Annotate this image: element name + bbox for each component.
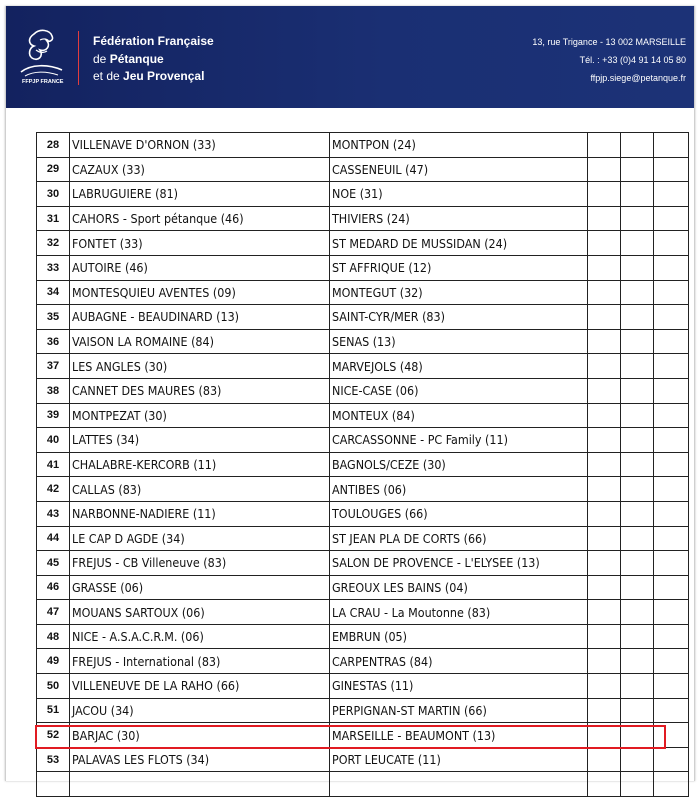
- table-row: [37, 551, 689, 576]
- team-1-cell: NARBONNE-NADIERE (11): [70, 501, 330, 526]
- table-row: [37, 452, 689, 477]
- score-cell: [654, 575, 689, 600]
- federation-line-2: [93, 51, 214, 69]
- table-row: [37, 698, 689, 723]
- team-2-cell: ST JEAN PLA DE CORTS (66): [330, 526, 588, 551]
- team-2-cell: MONTPON (24): [330, 133, 588, 158]
- team-1-cell: MOUANS SARTOUX (06): [70, 600, 330, 625]
- score-cell: [588, 501, 621, 526]
- row-number: 37: [37, 354, 70, 379]
- score-cell: [654, 600, 689, 625]
- team-1-cell: VILLENAVE D'ORNON (33): [70, 133, 330, 158]
- score-cell: [621, 378, 654, 403]
- federation-line-3-prefix: et de: [93, 69, 120, 83]
- score-cell: [588, 747, 621, 772]
- score-cell: [588, 329, 621, 354]
- score-cell: [621, 452, 654, 477]
- row-number: 48: [37, 624, 70, 649]
- team-2-cell: LA CRAU - La Moutonne (83): [330, 600, 588, 625]
- team-1-cell: LATTES (34): [70, 428, 330, 453]
- table-row: [37, 600, 689, 625]
- table-row: [37, 329, 689, 354]
- team-2-cell: MARSEILLE - BEAUMONT (13): [330, 723, 588, 748]
- team-1-cell: [70, 772, 330, 797]
- team-2-cell: CASSENEUIL (47): [330, 157, 588, 182]
- table-row: [37, 231, 689, 256]
- score-cell: [588, 182, 621, 207]
- score-cell: [654, 501, 689, 526]
- team-1-cell: AUBAGNE - BEAUDINARD (13): [70, 305, 330, 330]
- score-cell: [654, 280, 689, 305]
- row-number: 52: [37, 723, 70, 748]
- email: ffpjp.siege@petanque.fr: [590, 73, 686, 83]
- score-cell: [588, 526, 621, 551]
- team-1-cell: AUTOIRE (46): [70, 255, 330, 280]
- row-number: 49: [37, 649, 70, 674]
- row-number: 36: [37, 329, 70, 354]
- row-number: 46: [37, 575, 70, 600]
- row-number: 32: [37, 231, 70, 256]
- score-cell: [654, 624, 689, 649]
- table-row: [37, 747, 689, 772]
- matches-table: [36, 132, 689, 797]
- document-body: [6, 108, 694, 781]
- row-number: 35: [37, 305, 70, 330]
- row-number: 39: [37, 403, 70, 428]
- team-2-cell: THIVIERS (24): [330, 206, 588, 231]
- score-cell: [654, 231, 689, 256]
- table-row: [37, 354, 689, 379]
- team-2-cell: SENAS (13): [330, 329, 588, 354]
- score-cell: [588, 698, 621, 723]
- table-row: [37, 206, 689, 231]
- table-row: [37, 649, 689, 674]
- team-1-cell: VAISON LA ROMAINE (84): [70, 329, 330, 354]
- row-number: 42: [37, 477, 70, 502]
- contact-block: [532, 33, 686, 87]
- row-number: 30: [37, 182, 70, 207]
- team-1-cell: CAZAUX (33): [70, 157, 330, 182]
- score-cell: [588, 354, 621, 379]
- row-number: 50: [37, 674, 70, 699]
- team-2-cell: PORT LEUCATE (11): [330, 747, 588, 772]
- team-2-cell: BAGNOLS/CEZE (30): [330, 452, 588, 477]
- federation-line-1: Fédération Française: [93, 34, 214, 48]
- team-2-cell: ANTIBES (06): [330, 477, 588, 502]
- row-number: 53: [37, 747, 70, 772]
- score-cell: [588, 255, 621, 280]
- document-page: [5, 6, 695, 781]
- table-row: [37, 305, 689, 330]
- score-cell: [654, 452, 689, 477]
- score-cell: [654, 157, 689, 182]
- team-2-cell: TOULOUGES (66): [330, 501, 588, 526]
- team-2-cell: NICE-CASE (06): [330, 378, 588, 403]
- team-2-cell: ST MEDARD DE MUSSIDAN (24): [330, 231, 588, 256]
- row-number: 28: [37, 133, 70, 158]
- team-1-cell: CANNET DES MAURES (83): [70, 378, 330, 403]
- row-number: 51: [37, 698, 70, 723]
- phone: Tél. : +33 (0)4 91 14 05 80: [579, 55, 686, 65]
- team-1-cell: LES ANGLES (30): [70, 354, 330, 379]
- team-1-cell: NICE - A.S.A.C.R.M. (06): [70, 624, 330, 649]
- team-2-cell: MARVEJOLS (48): [330, 354, 588, 379]
- score-cell: [654, 551, 689, 576]
- score-cell: [588, 428, 621, 453]
- team-2-cell: ST AFFRIQUE (12): [330, 255, 588, 280]
- team-1-cell: PALAVAS LES FLOTS (34): [70, 747, 330, 772]
- score-cell: [621, 501, 654, 526]
- score-cell: [654, 305, 689, 330]
- score-cell: [588, 624, 621, 649]
- score-cell: [654, 182, 689, 207]
- logo-text: FFPJP FRANCE: [22, 79, 64, 85]
- ffpjp-logo-icon: [16, 26, 68, 86]
- federation-line-3-bold: Jeu Provençal: [123, 69, 205, 83]
- score-cell: [621, 600, 654, 625]
- score-cell: [588, 157, 621, 182]
- row-number: 38: [37, 378, 70, 403]
- score-cell: [621, 747, 654, 772]
- team-2-cell: MONTEUX (84): [330, 403, 588, 428]
- table-row: [37, 403, 689, 428]
- score-cell: [588, 452, 621, 477]
- row-number: 40: [37, 428, 70, 453]
- table-row: [37, 772, 689, 797]
- address: 13, rue Trigance - 13 002 MARSEILLE: [532, 37, 686, 47]
- federation-line-3: [93, 68, 214, 86]
- table-row: [37, 280, 689, 305]
- table-row: [37, 526, 689, 551]
- score-cell: [621, 280, 654, 305]
- score-cell: [621, 649, 654, 674]
- team-1-cell: MONTESQUIEU AVENTES (09): [70, 280, 330, 305]
- row-number: 41: [37, 452, 70, 477]
- table-row: [37, 255, 689, 280]
- table-row: [37, 624, 689, 649]
- row-number: 45: [37, 551, 70, 576]
- score-cell: [654, 772, 689, 797]
- table-row: [37, 501, 689, 526]
- score-cell: [654, 206, 689, 231]
- score-cell: [588, 600, 621, 625]
- team-2-cell: GREOUX LES BAINS (04): [330, 575, 588, 600]
- table-row: [37, 723, 689, 748]
- score-cell: [588, 206, 621, 231]
- score-cell: [621, 206, 654, 231]
- score-cell: [621, 723, 654, 748]
- federation-line-2-prefix: de: [93, 51, 107, 66]
- team-2-cell: NOE (31): [330, 182, 588, 207]
- score-cell: [588, 231, 621, 256]
- score-cell: [621, 624, 654, 649]
- score-cell: [621, 329, 654, 354]
- team-1-cell: VILLENEUVE DE LA RAHO (66): [70, 674, 330, 699]
- team-1-cell: FREJUS - CB Villeneuve (83): [70, 551, 330, 576]
- letterhead: [6, 6, 694, 108]
- team-2-cell: [330, 772, 588, 797]
- score-cell: [588, 280, 621, 305]
- score-cell: [621, 255, 654, 280]
- team-2-cell: SAINT-CYR/MER (83): [330, 305, 588, 330]
- score-cell: [621, 772, 654, 797]
- score-cell: [588, 649, 621, 674]
- team-1-cell: BARJAC (30): [70, 723, 330, 748]
- row-number: 29: [37, 157, 70, 182]
- score-cell: [621, 575, 654, 600]
- score-cell: [621, 428, 654, 453]
- score-cell: [654, 674, 689, 699]
- score-cell: [621, 354, 654, 379]
- table-row: [37, 378, 689, 403]
- score-cell: [654, 526, 689, 551]
- score-cell: [654, 723, 689, 748]
- score-cell: [654, 378, 689, 403]
- federation-line-2-bold: Pétanque: [109, 51, 164, 66]
- score-cell: [654, 649, 689, 674]
- row-number: 33: [37, 255, 70, 280]
- table-row: [37, 674, 689, 699]
- row-number: 43: [37, 501, 70, 526]
- score-cell: [654, 477, 689, 502]
- score-cell: [621, 698, 654, 723]
- team-1-cell: CAHORS - Sport pétanque (46): [70, 206, 330, 231]
- score-cell: [654, 255, 689, 280]
- table-row: [37, 133, 689, 158]
- row-number: 31: [37, 206, 70, 231]
- team-1-cell: FONTET (33): [70, 231, 330, 256]
- score-cell: [654, 354, 689, 379]
- team-1-cell: LE CAP D AGDE (34): [70, 526, 330, 551]
- team-1-cell: JACOU (34): [70, 698, 330, 723]
- team-1-cell: MONTPEZAT (30): [70, 403, 330, 428]
- score-cell: [588, 477, 621, 502]
- score-cell: [621, 157, 654, 182]
- score-cell: [621, 477, 654, 502]
- row-number: [37, 772, 70, 797]
- score-cell: [654, 329, 689, 354]
- team-1-cell: FREJUS - International (83): [70, 649, 330, 674]
- team-2-cell: PERPIGNAN-ST MARTIN (66): [330, 698, 588, 723]
- score-cell: [621, 551, 654, 576]
- team-1-cell: GRASSE (06): [70, 575, 330, 600]
- score-cell: [654, 133, 689, 158]
- score-cell: [621, 231, 654, 256]
- score-cell: [621, 674, 654, 699]
- score-cell: [588, 674, 621, 699]
- row-number: 34: [37, 280, 70, 305]
- table-row: [37, 575, 689, 600]
- table-row: [37, 182, 689, 207]
- score-cell: [588, 403, 621, 428]
- team-2-cell: EMBRUN (05): [330, 624, 588, 649]
- team-2-cell: CARPENTRAS (84): [330, 649, 588, 674]
- row-number: 44: [37, 526, 70, 551]
- score-cell: [588, 305, 621, 330]
- score-cell: [654, 747, 689, 772]
- team-1-cell: LABRUGUIERE (81): [70, 182, 330, 207]
- score-cell: [588, 575, 621, 600]
- team-2-cell: CARCASSONNE - PC Family (11): [330, 428, 588, 453]
- score-cell: [588, 772, 621, 797]
- table-row: [37, 157, 689, 182]
- table-row: [37, 477, 689, 502]
- table-row: [37, 428, 689, 453]
- score-cell: [621, 403, 654, 428]
- score-cell: [654, 403, 689, 428]
- score-cell: [588, 378, 621, 403]
- team-2-cell: MONTEGUT (32): [330, 280, 588, 305]
- team-1-cell: CHALABRE-KERCORB (11): [70, 452, 330, 477]
- score-cell: [654, 428, 689, 453]
- score-cell: [654, 698, 689, 723]
- score-cell: [588, 723, 621, 748]
- score-cell: [588, 551, 621, 576]
- team-2-cell: SALON DE PROVENCE - L'ELYSEE (13): [330, 551, 588, 576]
- score-cell: [621, 182, 654, 207]
- row-number: 47: [37, 600, 70, 625]
- score-cell: [621, 526, 654, 551]
- federation-name: [93, 33, 214, 86]
- score-cell: [621, 133, 654, 158]
- team-1-cell: CALLAS (83): [70, 477, 330, 502]
- score-cell: [588, 133, 621, 158]
- header-separator: [78, 31, 79, 85]
- score-cell: [621, 305, 654, 330]
- team-2-cell: GINESTAS (11): [330, 674, 588, 699]
